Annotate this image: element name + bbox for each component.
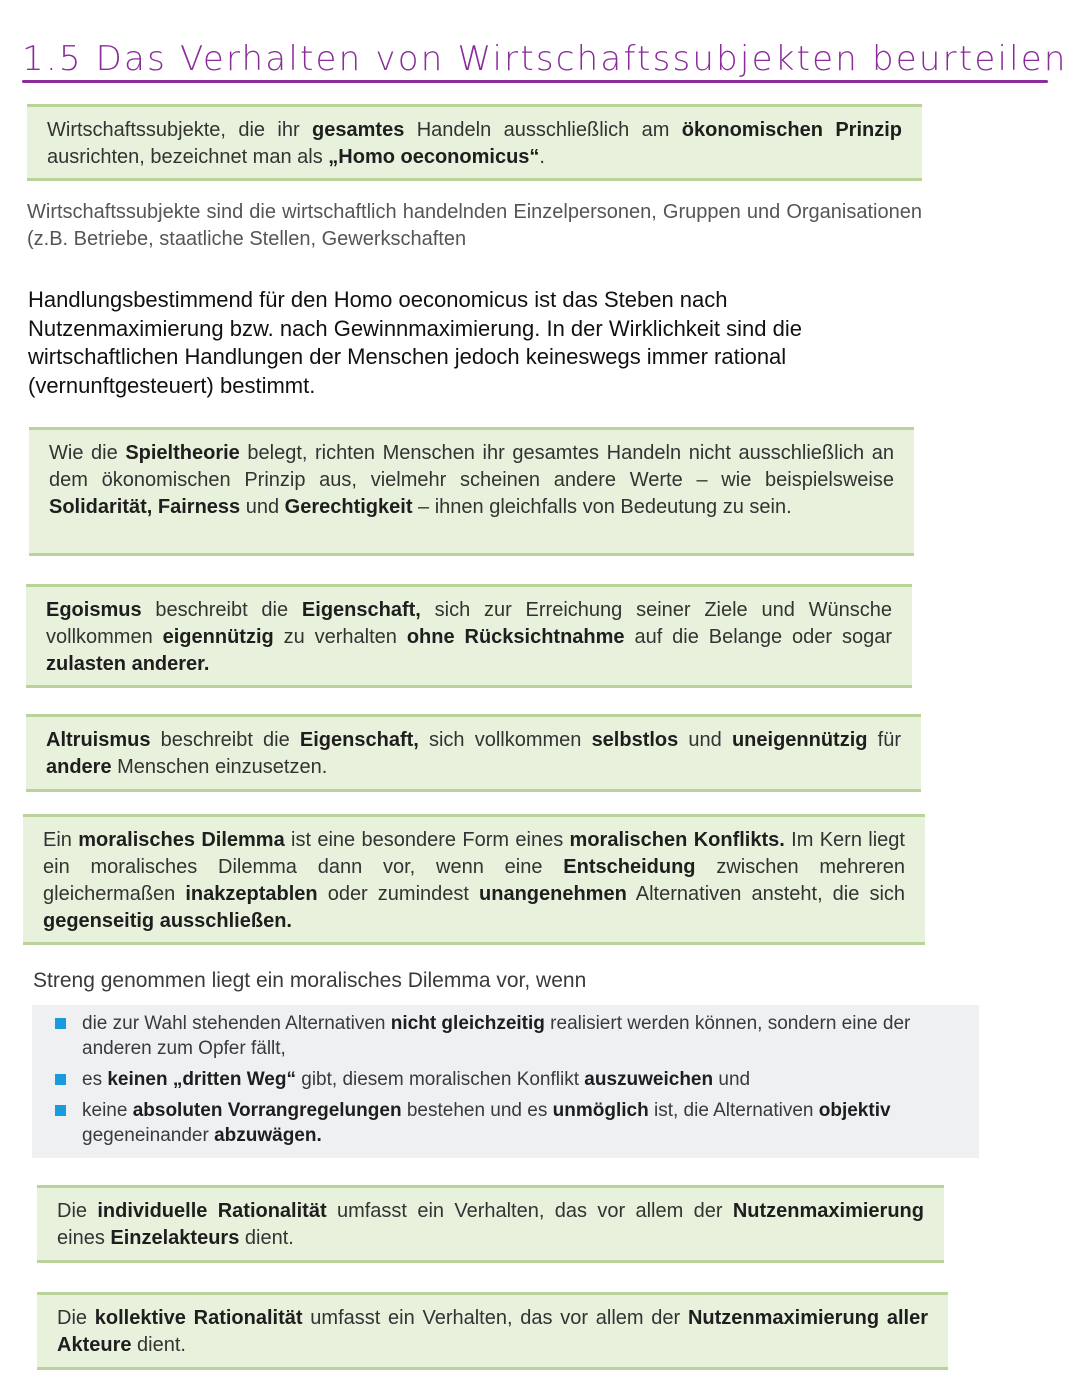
list-item: es keinen „dritten Weg“ gibt, diesem moralischen Konflikt auszuweichen und [52, 1067, 959, 1092]
list-item: die zur Wahl stehenden Alternativen nicht gleichzeitig realisiert werden können, sondern eine der anderen zum Opfer fällt, [52, 1011, 959, 1061]
handlung-paragraph: Handlungsbestimmend für den Homo oeconomicus ist das Steben nach Nutzenmaximierung bzw. nach Gewinnmaximierung. In der Wirklichkeit sind die wirtschaftlichen Handlungen der Menschen jedoch keineswegs immer rational (vernunftgesteuert) bestimmt. [28, 287, 802, 398]
definition-box-egoismus: Egoismus beschreibt die Eigenschaft, sich zur Erreichung seiner Ziele und Wünsche vollkommen eigennützig zu verhalten ohne Rücksichtnahme auf die Belange oder sogar zulasten anderer. [26, 584, 912, 688]
definition-box-homo-oeconomicus: Wirtschaftssubjekte, die ihr gesamtes Handeln ausschließlich am ökonomischen Prinzip ausrichten, bezeichnet man als „Homo oeconomicus“. [27, 104, 922, 181]
definition-box-individuelle-rationalitaet: Die individuelle Rationalität umfasst ein Verhalten, das vor allem der Nutzenmaximierung eines Einzelakteurs dient. [37, 1185, 944, 1263]
page-title: 1.5 Das Verhalten von Wirtschaftssubjekten beurteilen [22, 39, 1068, 79]
definition-wirtschaftssubjekte: Wirtschaftssubjekte sind die wirtschaftlich handelnden Einzelpersonen, Gruppen und Organisationen (z.B. Betriebe, staatliche Stellen, Gewerkschaften [27, 201, 922, 250]
dilemma-conditions-list [32, 1005, 979, 1158]
definition-box-spieltheorie: Wie die Spieltheorie belegt, richten Menschen ihr gesamtes Handeln nicht ausschließlich an dem ökonomischen Prinzip aus, vielmehr scheinen andere Werte – wie beispielsweise Solidarität, Fairness und Gerechtigkeit – ihnen gleichfalls von Bedeutung zu sein. [29, 427, 914, 556]
title-underline [22, 80, 1048, 83]
list-item: keine absoluten Vorrangregelungen bestehen und es unmöglich ist, die Alternativen objektiv gegeneinander abzuwägen. [52, 1098, 959, 1148]
square-bullet-icon [55, 1018, 66, 1029]
definition-box-moralisches-dilemma: Ein moralisches Dilemma ist eine besondere Form eines moralischen Konflikts. Im Kern liegt ein moralisches Dilemma dann vor, wenn eine Entscheidung zwischen mehreren gleichermaßen inakzeptablen oder zumindest unangenehmen Alternativen ansteht, die sich gegenseitig ausschließen. [23, 814, 925, 945]
definition-box-altruismus: Altruismus beschreibt die Eigenschaft, sich vollkommen selbstlos und uneigennützig für andere Menschen einzusetzen. [26, 714, 921, 792]
dilemma-intro: Streng genommen liegt ein moralisches Dilemma vor, wenn [33, 969, 587, 992]
definition-box-kollektive-rationalitaet: Die kollektive Rationalität umfasst ein Verhalten, das vor allem der Nutzenmaximierung aller Akteure dient. [37, 1292, 948, 1370]
square-bullet-icon [55, 1074, 66, 1085]
square-bullet-icon [55, 1105, 66, 1116]
